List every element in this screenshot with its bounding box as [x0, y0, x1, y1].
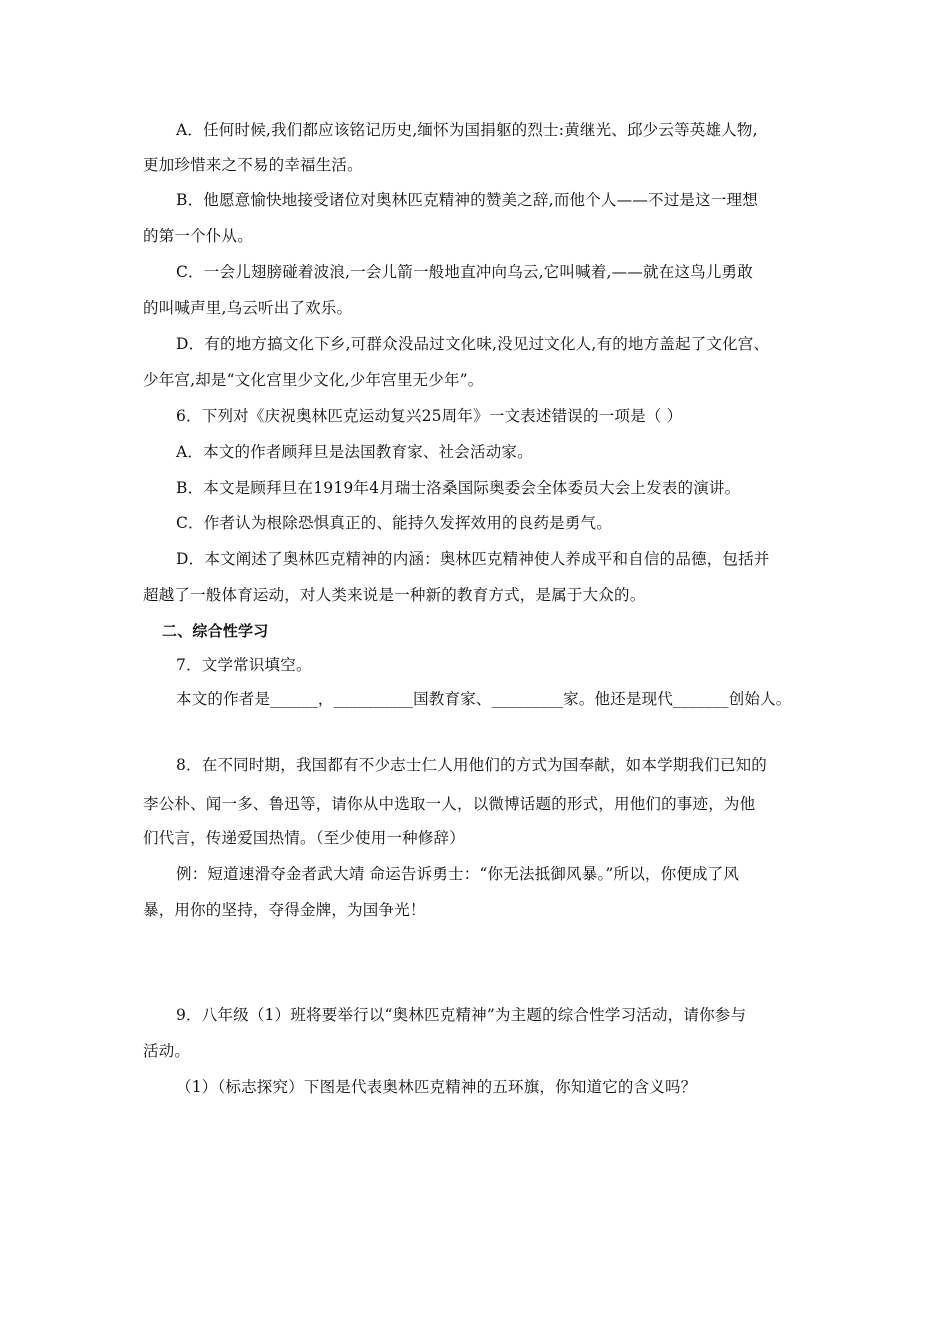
q8-line2: 李公朴、闻一多、鲁迅等，请你从中选取一人，以微博话题的形式，用他们的事迹，为他: [143, 795, 756, 813]
q5-option-b-line1: B．他愿意愉快地接受诸位对奥林匹克精神的赞美之辞,而他个人——不过是这一理想: [176, 191, 758, 209]
q8-line3: 们代言，传递爱国热情。（至少使用一种修辞）: [143, 829, 465, 847]
q6-option-c: C．作者认为根除恐惧真正的、能持久发挥效用的良药是勇气。: [176, 514, 612, 532]
q6-option-d-line1: D．本文阐述了奥林匹克精神的内涵：奥林匹克精神使人养成平和自信的品德，包括并: [176, 550, 770, 568]
q6-stem: 6．下列对《庆祝奥林匹克运动复兴25周年》一文表述错误的一项是（ ）: [176, 407, 683, 425]
section-heading-comprehensive-study: 二、综合性学习: [162, 622, 269, 640]
q6-option-d-line2: 超越了一般体育运动，对人类来说是一种新的教育方式，是属于大众的。: [143, 586, 646, 604]
q9-line1: 9．八年级（1）班将要举行以“奥林匹克精神”为主题的综合性学习活动，请你参与: [176, 1006, 747, 1024]
q7-stem: 7．文学常识填空。: [176, 656, 312, 674]
q5-option-a-line2: 更加珍惜来之不易的幸福生活。: [143, 156, 363, 174]
q7-fill-in-blanks: 本文的作者是______，__________国教育家、_________家。他还是现代_______创始人。: [176, 690, 792, 708]
q5-option-d-line2: 少年宫,却是“文化宫里少文化,少年宫里无少年”。: [143, 371, 484, 389]
q6-option-b: B．本文是顾拜旦在1919年4月瑞士洛桑国际奥委会全体委员大会上发表的演讲。: [176, 479, 741, 497]
q5-option-c-line1: C．一会儿翅膀碰着波浪,一会儿箭一般地直冲向乌云,它叫喊着,——就在这鸟儿勇敢: [176, 263, 753, 281]
q8-line1: 8．在不同时期，我国都有不少志士仁人用他们的方式为国奉献，如本学期我们已知的: [176, 756, 767, 774]
q9-line2: 活动。: [143, 1042, 191, 1060]
q9-sub-question-1: （1）（标志探究）下图是代表奥林匹克精神的五环旗，你知道它的含义吗？: [176, 1078, 697, 1096]
q5-option-c-line2: 的叫喊声里,乌云听出了欢乐。: [143, 299, 353, 317]
q8-example-line2: 暴，用你的坚持，夺得金牌，为国争光！: [143, 901, 426, 919]
q5-option-a-line1: A．任何时候,我们都应该铭记历史,缅怀为国捐躯的烈士:黄继光、邱少云等英雄人物,: [176, 121, 758, 139]
q8-example-line1: 例：短道速滑夺金者武大靖 命运告诉勇士：“你无法抵御风暴。”所以，你便成了风: [176, 865, 740, 883]
q5-option-d-line1: D．有的地方搞文化下乡,可群众没品过文化味,没见过文化人,有的地方盖起了文化宫、: [176, 335, 770, 353]
q5-option-b-line2: 的第一个仆从。: [143, 227, 253, 245]
q6-option-a: A．本文的作者顾拜旦是法国教育家、社会活动家。: [176, 443, 533, 461]
